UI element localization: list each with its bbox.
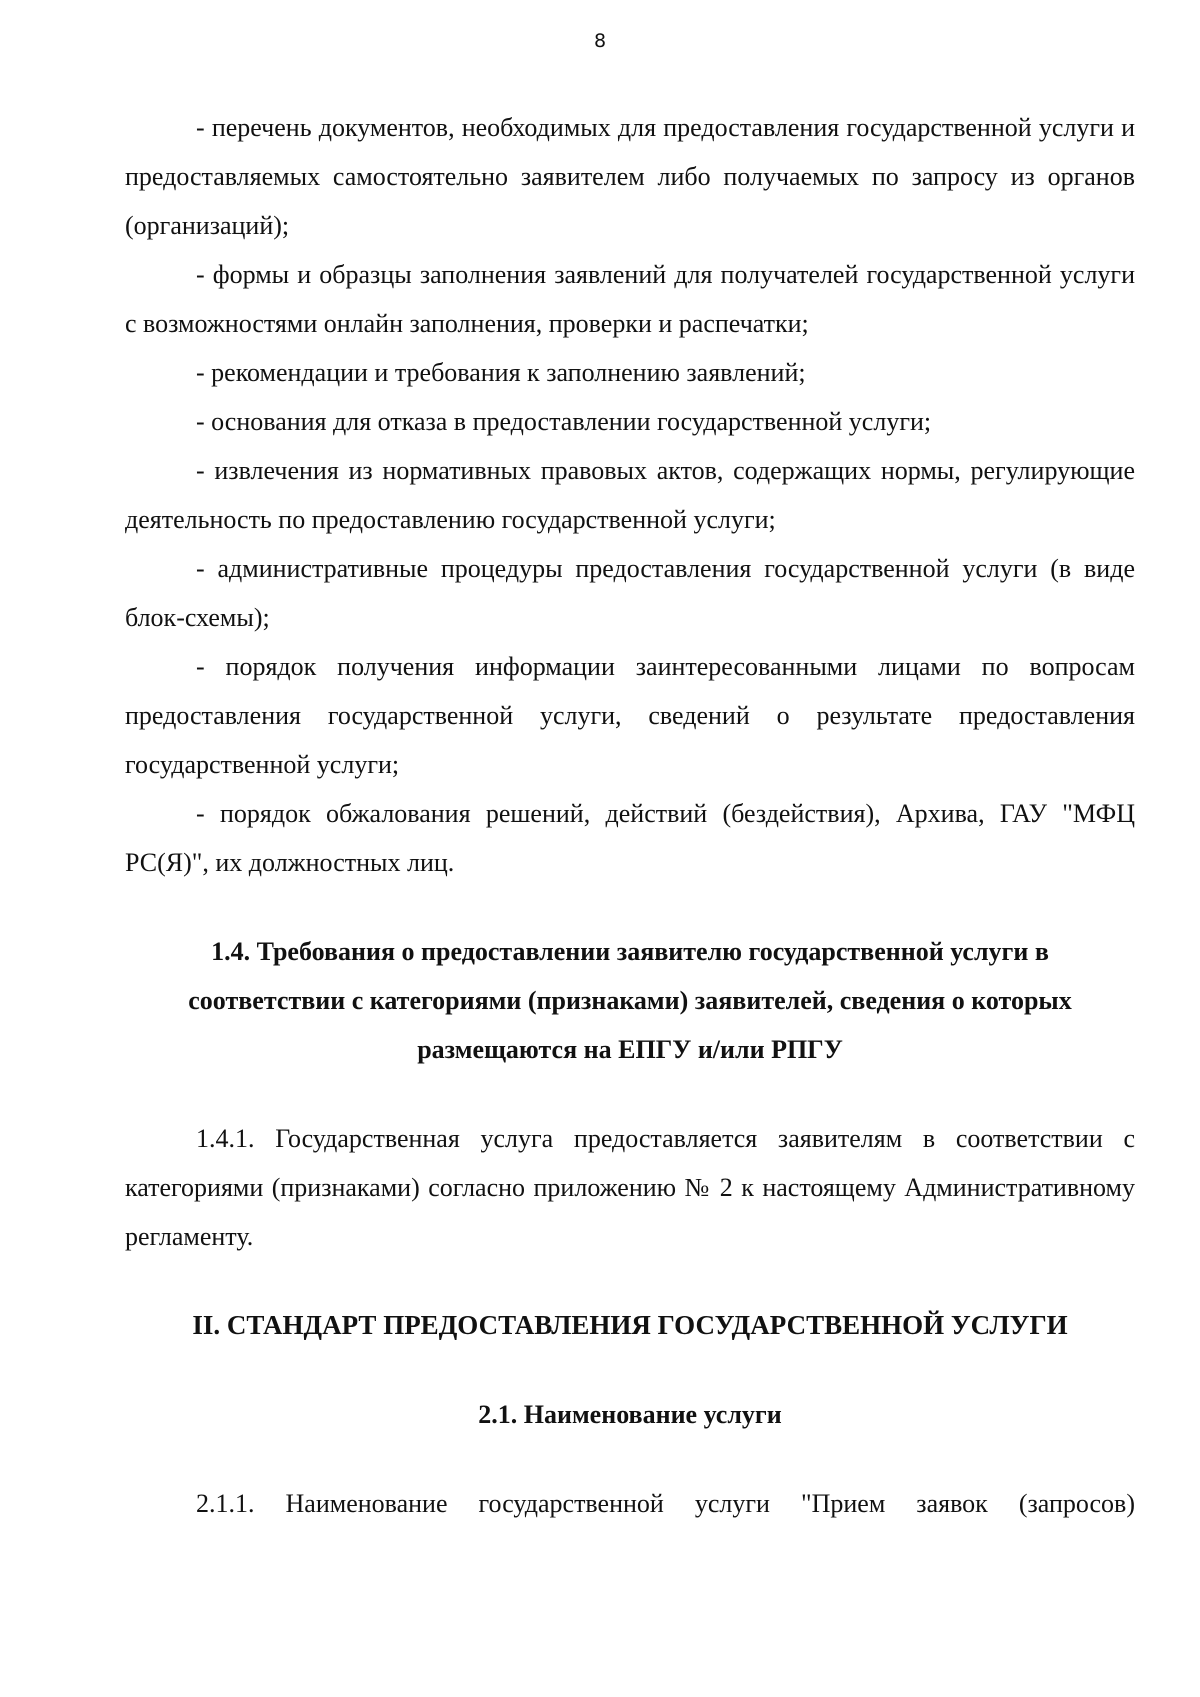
spacer: [125, 1350, 1135, 1390]
spacer: [125, 1261, 1135, 1301]
chapter-heading-2: II. СТАНДАРТ ПРЕДОСТАВЛЕНИЯ ГОСУДАРСТВЕННОЙ УСЛУГИ: [192, 1310, 1068, 1340]
list-item: - извлечения из нормативных правовых актов, содержащих нормы, регулирующие деятельность по предоставлению государственной услуги;: [125, 456, 1135, 534]
paragraph-1-4-1: 1.4.1. Государственная услуга предоставляется заявителям в соответствии с категориями (признаками) согласно приложению № 2 к настоящему Административному регламенту.: [125, 1124, 1135, 1251]
list-item: - рекомендации и требования к заполнению заявлений;: [196, 358, 806, 387]
list-item: - порядок получения информации заинтересованными лицами по вопросам предоставления государственной услуги, сведений о результате предоставления государственной услуги;: [125, 652, 1135, 779]
list-item: - порядок обжалования решений, действий (бездействия), Архива, ГАУ "МФЦ РС(Я)", их должностных лиц.: [125, 799, 1135, 877]
list-item: - формы и образцы заполнения заявлений для получателей государственной услуги с возможностями онлайн заполнения, проверки и распечатки;: [125, 260, 1135, 338]
list-item: - административные процедуры предоставления государственной услуги (в виде блок-схемы);: [125, 554, 1135, 632]
page-number: 8: [593, 30, 607, 52]
paragraph-2-1-1: 2.1.1. Наименование государственной услуги "Прием заявок (запросов): [196, 1489, 1135, 1518]
list-item: - основания для отказа в предоставлении государственной услуги;: [196, 407, 932, 436]
spacer: [125, 1439, 1135, 1479]
section-heading-2-1: 2.1. Наименование услуги: [478, 1400, 782, 1429]
section-heading-1-4: 1.4. Требования о предоставлении заявителю государственной услуги в соответствии с категориями (признаками) заявителей, сведения о которых размещаются на ЕПГУ и/или РПГУ: [188, 937, 1072, 1064]
spacer: [125, 887, 1135, 927]
list-item: - перечень документов, необходимых для предоставления государственной услуги и предоставляемых самостоятельно заявителем либо получаемых по запросу из органов (организаций);: [125, 113, 1135, 240]
document-body: [125, 103, 1135, 1528]
spacer: [125, 1074, 1135, 1114]
